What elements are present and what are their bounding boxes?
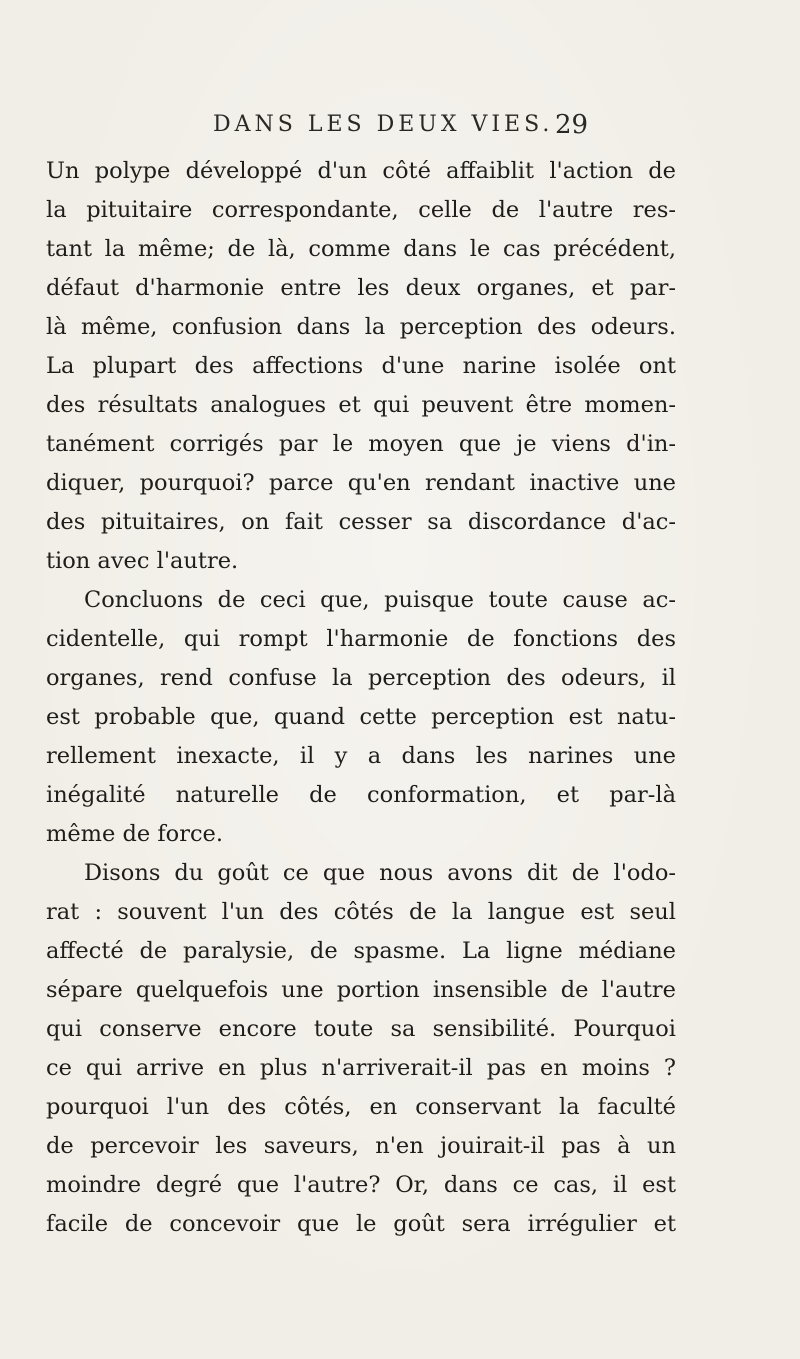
page-number: 29 (555, 110, 589, 140)
text-line: organes, rend confuse la perception des odeurs, il (46, 665, 676, 691)
page-header (0, 112, 800, 152)
text-line: la pituitaire correspondante, celle de l'autre res- (46, 197, 676, 223)
text-line: ce qui arrive en plus n'arriverait-il pas en moins ? (46, 1055, 676, 1081)
text-line: pourquoi l'un des côtés, en conservant la faculté (46, 1094, 676, 1120)
text-line: facile de concevoir que le goût sera irrégulier et (46, 1211, 676, 1237)
text-line: tant la même; de là, comme dans le cas précédent, (46, 236, 676, 262)
running-title: DANS LES DEUX VIES. (213, 112, 554, 137)
text-line: rellement inexacte, il y a dans les narines une (46, 743, 676, 769)
text-line: Disons du goût ce que nous avons dit de l'odo- (84, 860, 676, 886)
text-line: diquer, pourquoi? parce qu'en rendant inactive une (46, 470, 676, 496)
text-line: qui conserve encore toute sa sensibilité. Pourquoi (46, 1016, 676, 1042)
text-line: cidentelle, qui rompt l'harmonie de fonctions des (46, 626, 676, 652)
text-line: moindre degré que l'autre? Or, dans ce cas, il est (46, 1172, 676, 1198)
text-line: Un polype développé d'un côté affaiblit l'action de (46, 158, 676, 184)
text-line: La plupart des affections d'une narine isolée ont (46, 353, 676, 379)
text-line: défaut d'harmonie entre les deux organes, et par- (46, 275, 676, 301)
text-line: même de force. (46, 821, 224, 847)
text-line: sépare quelquefois une portion insensible de l'autre (46, 977, 676, 1003)
text-line: affecté de paralysie, de spasme. La ligne médiane (46, 938, 676, 964)
text-line: des pituitaires, on fait cesser sa discordance d'ac- (46, 509, 676, 535)
text-line: des résultats analogues et qui peuvent être momen- (46, 392, 676, 418)
text-line: inégalité naturelle de conformation, et par-là (46, 782, 676, 808)
text-line: de percevoir les saveurs, n'en jouirait-il pas à un (46, 1133, 676, 1159)
text-line: là même, confusion dans la perception des odeurs. (46, 314, 676, 340)
text-line: rat : souvent l'un des côtés de la langue est seul (46, 899, 676, 925)
text-line: est probable que, quand cette perception est natu- (46, 704, 676, 730)
text-line: Concluons de ceci que, puisque toute cause ac- (84, 587, 676, 613)
text-line: tion avec l'autre. (46, 548, 239, 574)
text-line: tanément corrigés par le moyen que je viens d'in- (46, 431, 676, 457)
body-text (46, 152, 676, 1252)
